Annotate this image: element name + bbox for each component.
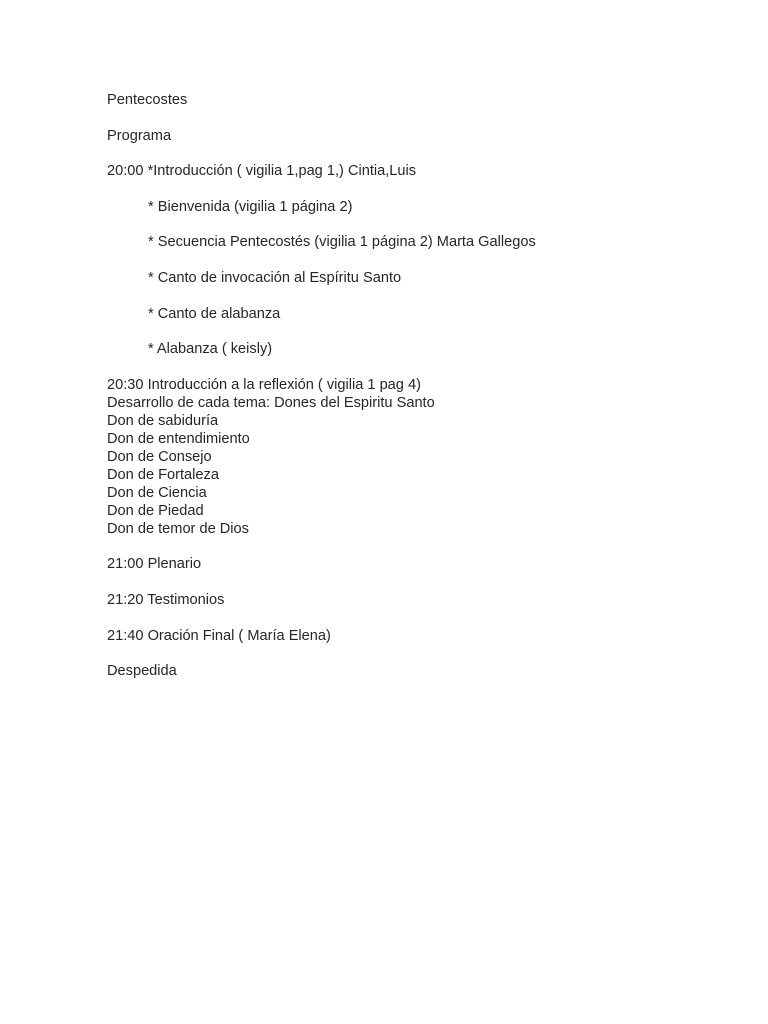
document-title: Pentecostes (107, 92, 188, 108)
gift-item-understanding: Don de entendimiento (107, 430, 250, 447)
schedule-oracion: 21:40 Oración Final ( María Elena) (107, 627, 331, 644)
gift-item-knowledge: Don de Ciencia (107, 484, 207, 501)
document-page (107, 91, 727, 680)
gift-item-piety: Don de Piedad (107, 502, 204, 519)
opening-item-praise-song: * Canto de alabanza (148, 305, 281, 322)
schedule-opening: 20:00 *Introducción ( vigilia 1,pag 1,) Cintia,Luis (107, 163, 417, 180)
gift-item-fortitude: Don de Fortaleza (107, 466, 219, 483)
opening-item-sequence: * Secuencia Pentecostés (vigilia 1 página 2) Marta Gallegos (148, 234, 536, 251)
opening-item-praise: * Alabanza ( keisly) (148, 341, 273, 358)
opening-item-invocation-song: * Canto de invocación al Espíritu Santo (148, 269, 402, 286)
opening-item-welcome: * Bienvenida (vigilia 1 página 2) (148, 198, 353, 215)
gift-item-wisdom: Don de sabiduría (107, 412, 219, 429)
program-heading: Programa (107, 127, 172, 144)
gift-item-fear-of-god: Don de temor de Dios (107, 520, 249, 537)
schedule-reflection: 20:30 Introducción a la reflexión ( vigilia 1 pag 4) (107, 376, 421, 393)
schedule-despedida: Despedida (107, 663, 177, 680)
reflection-heading: Desarrollo de cada tema: Dones del Espiritu Santo (107, 394, 435, 411)
gift-item-counsel: Don de Consejo (107, 448, 212, 465)
schedule-plenario: 21:00 Plenario (107, 556, 202, 573)
schedule-testimonios: 21:20 Testimonios (107, 591, 225, 608)
